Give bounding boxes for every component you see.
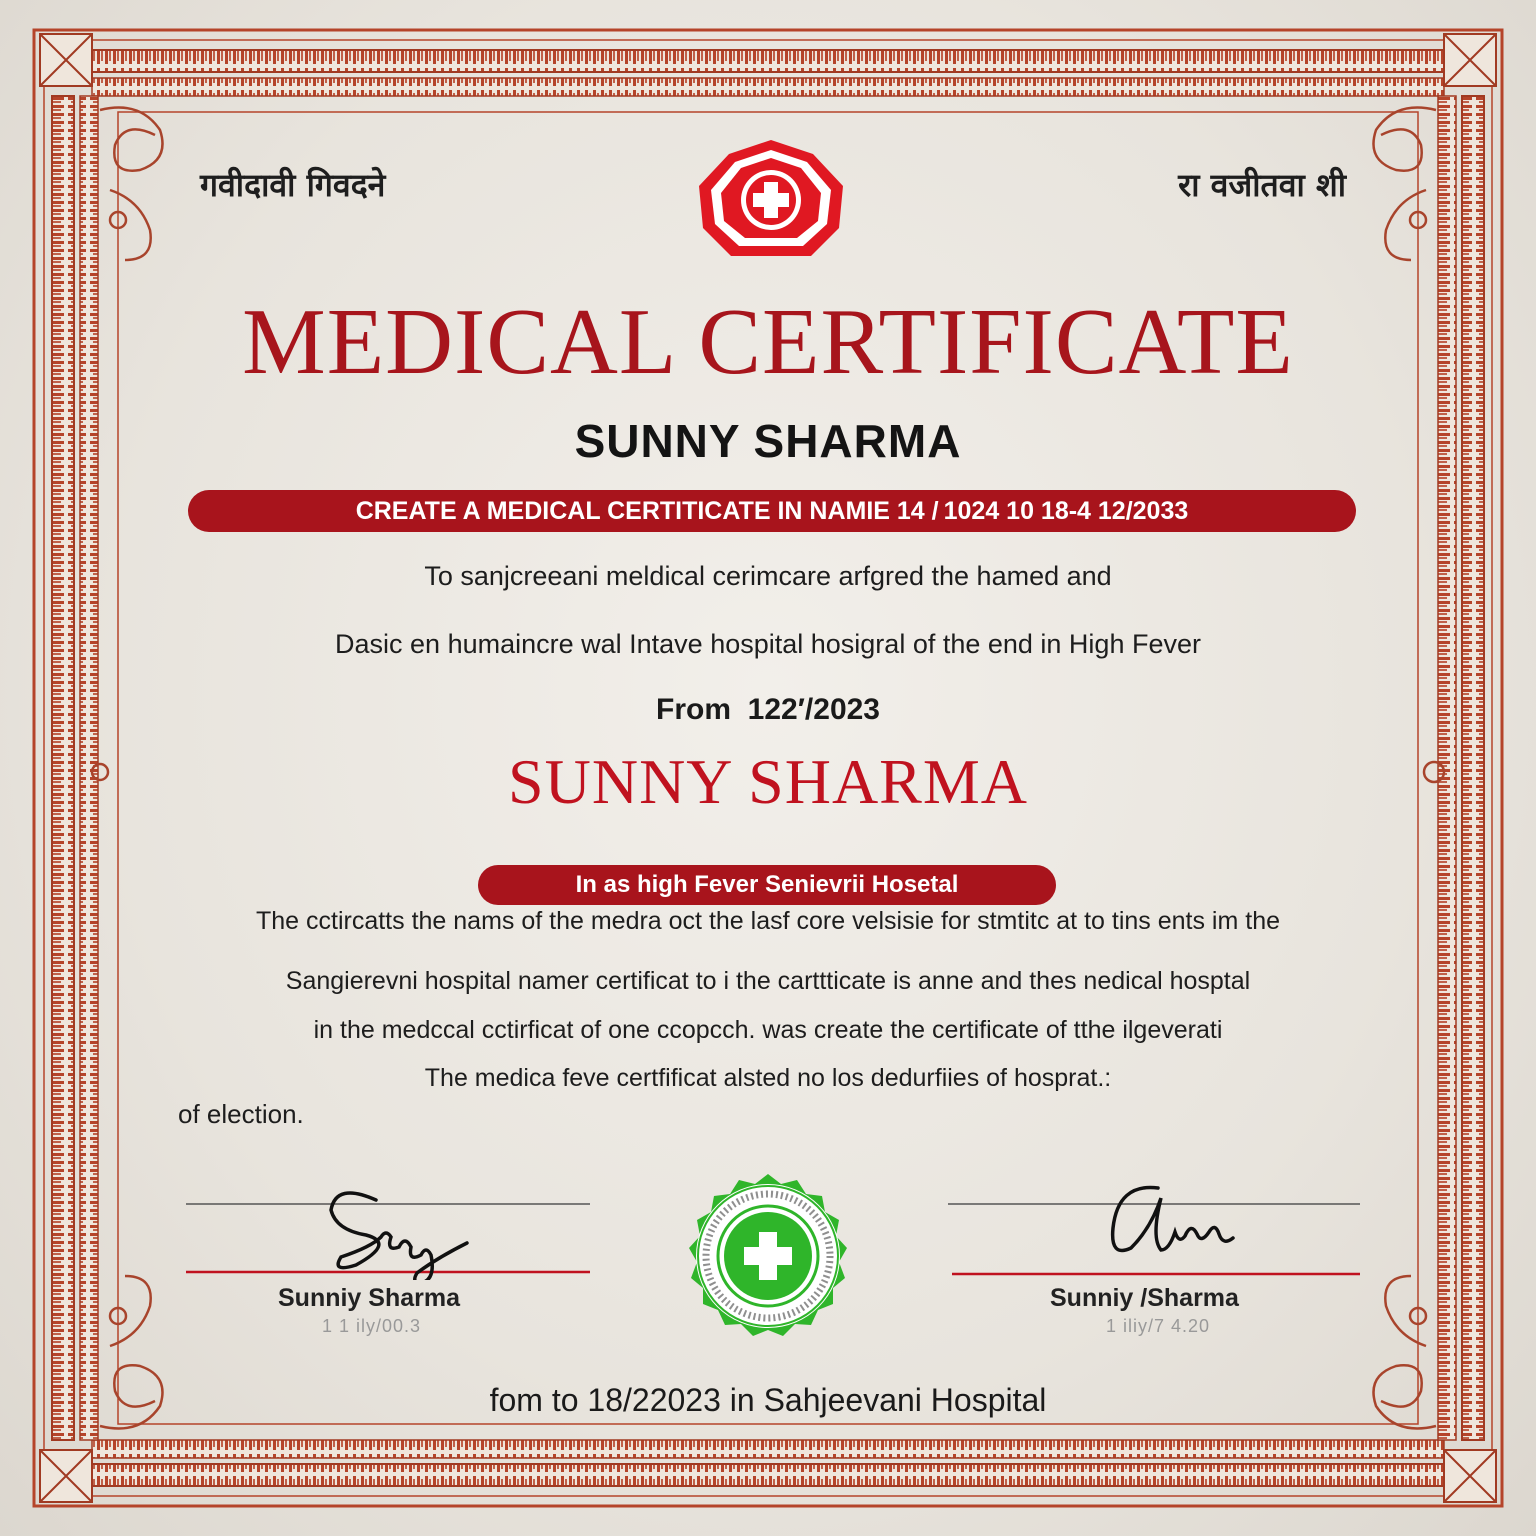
header-text-right: रा वजीतवा शी <box>1178 166 1346 204</box>
title-ribbon: CREATE A MEDICAL CERTITICATE IN NAMIE 14 / 1024 10 18-4 12/2033 <box>188 490 1356 532</box>
paragraph-line-3: in the medccal cctirficat of one ccopcch. was create the certificate of tthe ilgeverati <box>313 1016 1223 1044</box>
red-cross-emblem-icon <box>693 138 849 260</box>
diagnosis-pill: In as high Fever Senievrii Hosetal <box>478 865 1056 905</box>
green-cross-seal-icon <box>673 1172 863 1362</box>
footer-text: fom to 18/22023 in Sahjeevani Hospital <box>489 1382 1047 1418</box>
signer-date-right: 1 iliy/7 4.20 <box>1106 1316 1211 1336</box>
from-date: 122′/2023 <box>747 693 880 726</box>
body-line-2: Dasic en humaincre wal Intave hospital hosigral of the end in High Fever <box>335 629 1201 659</box>
paragraph-line-2: Sangierevni hospital namer certificat to i the carttticate is anne and thes nedical hosptal <box>285 967 1251 995</box>
header-text-left: गवीदावी गिवदने <box>200 166 386 204</box>
paragraph-line-5: of election. <box>178 1099 304 1129</box>
from-date-line <box>0 693 1536 727</box>
handwritten-signature-icon <box>186 1170 590 1280</box>
patient-name: SUNNY SHARMA <box>508 746 1028 817</box>
signer-date-left: 1 1 ily/00.3 <box>322 1316 422 1336</box>
signer-name-right: Sunniy /Sharma <box>1050 1284 1239 1312</box>
recipient-name: SUNNY SHARMA <box>574 415 962 467</box>
signer-name-left: Sunniy Sharma <box>278 1284 460 1312</box>
body-line-1: To sanjcreeani meldical cerimcare arfgred the hamed and <box>424 561 1112 591</box>
from-label: From <box>656 693 731 726</box>
paragraph-line-4: The medica feve certfificat alsted no los dedurfiies of hosprat.: <box>424 1064 1112 1092</box>
paragraph-line-1: The cctircatts the nams of the medra oct the lasf core velsisie for stmtitc at to tins ents im the <box>255 907 1280 935</box>
handwritten-signature-icon <box>948 1170 1360 1280</box>
certificate-title: MEDICAL CERTIFICATE <box>242 290 1294 394</box>
